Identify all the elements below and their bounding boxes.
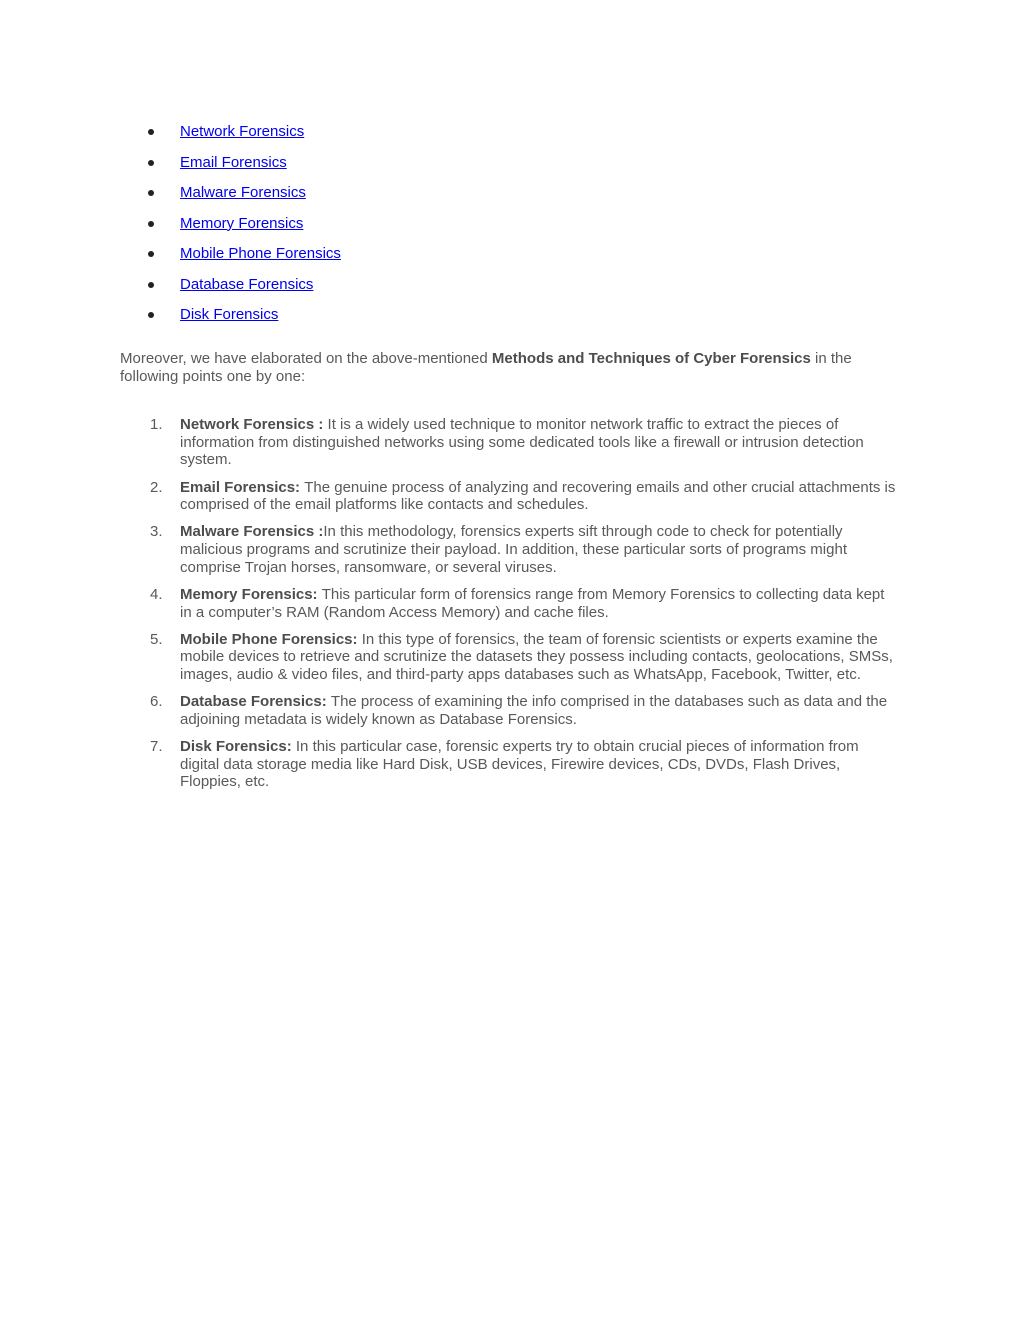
network-forensics-link[interactable]: Network Forensics [180,123,305,140]
method-item [148,631,900,684]
item-number: 2. [150,478,163,496]
method-item [148,586,900,621]
bullet-icon [148,129,154,135]
bullet-icon [148,312,154,318]
bullet-icon [148,251,154,257]
method-term: Memory Forensics: [180,585,322,603]
bullet-icon [148,190,154,196]
method-term: Mobile Phone Forensics: [180,630,362,648]
method-item [148,693,900,728]
method-item [148,479,900,514]
bullet-icon [148,221,154,227]
item-number: 7. [150,737,163,755]
mobile-phone-forensics-link[interactable]: Mobile Phone Forensics [180,245,341,262]
method-term: Network Forensics : [180,416,328,433]
disk-forensics-link[interactable]: Disk Forensics [180,306,279,323]
method-term: Disk Forensics: [180,737,296,755]
memory-forensics-link[interactable]: Memory Forensics [180,214,304,232]
method-description: The genuine process of analyzing and recovering emails and other crucial attachments is comprised of the email platforms like contacts and schedules. [180,478,896,514]
method-term: Database Forensics: [180,693,331,711]
method-item [148,416,900,469]
bullet-icon [148,282,154,288]
intro-paragraph [120,350,900,386]
method-description: In this particular case, forensic experts try to obtain crucial pieces of information from digital data storage media like Hard Disk, USB devices, Firewire devices, CDs, DVDs, Flash Drives, Floppies, etc. [180,737,859,791]
method-term: Malware Forensics : [180,523,324,541]
method-item [148,523,900,576]
item-number: 5. [150,630,163,648]
method-description: It is a widely used technique to monitor network traffic to extract the pieces of information from distinguished networks using some dedicated tools like a firewall or intrusion detection system. [180,416,864,469]
database-forensics-link[interactable]: Database Forensics [180,275,314,293]
bullet-icon [148,160,154,166]
malware-forensics-link[interactable]: Malware Forensics [180,184,306,201]
intro-text-before: Moreover, we have elaborated on the above-mentioned [120,350,492,367]
method-description: This particular form of forensics range from Memory Forensics to collecting data kept in a computer’s RAM (Random Access Memory) and cache files. [180,585,885,621]
method-description: In this methodology, forensics experts sift through code to check for potentially malicious programs and scrutinize their payload. In addition, these particular sorts of programs might comprise Trojan horses, ransomware, or several viruses. [180,523,847,576]
intro-bold-phrase: Methods and Techniques of Cyber Forensics [491,350,811,367]
methods-list [148,416,900,800]
method-description: In this type of forensics, the team of forensic scientists or experts examine the mobile devices to retrieve and scrutinize the datasets they possess including contacts, geolocations, SMSs, images, audio & video files, and third-party apps databases such as WhatsApp, Facebook, Twitter, etc. [180,630,893,683]
email-forensics-link[interactable]: Email Forensics [180,153,287,171]
item-number: 6. [150,693,163,711]
method-description: The process of examining the info comprised in the databases such as data and the adjoining metadata is widely known as Database Forensics. [180,693,888,728]
method-item [148,738,900,791]
item-number: 3. [150,523,163,541]
intro-text-after: in the following points one by one: [120,350,852,385]
item-number: 4. [150,585,163,603]
item-number: 1. [150,416,163,433]
method-term: Email Forensics: [180,478,305,496]
